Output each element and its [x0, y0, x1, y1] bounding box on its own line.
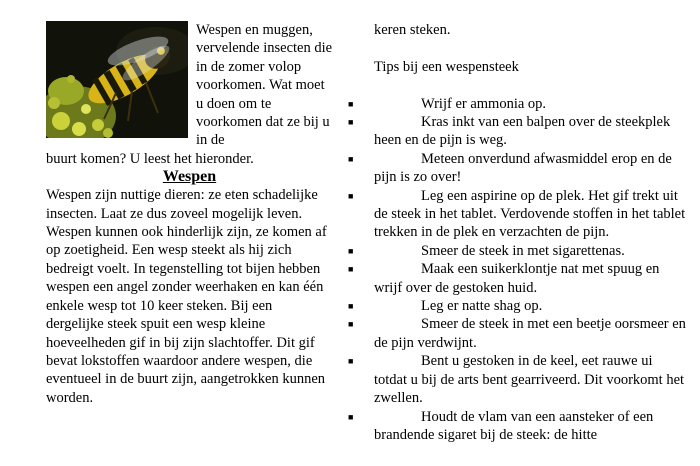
list-item — [348, 315, 688, 352]
list-item — [348, 260, 688, 297]
continuation-text: keren steken. — [374, 22, 451, 38]
left-column — [46, 21, 333, 407]
intro-text-end: buurt komen? U leest het hieronder. — [46, 150, 254, 167]
tip-text: Wrijf er ammonia op. — [421, 95, 547, 112]
tips-heading: Tips bij een wespensteek — [374, 58, 519, 75]
tip-text: Meteen onverdund afwasmiddel erop en de pijn is zo over! — [374, 150, 672, 186]
list-item — [348, 150, 688, 187]
list-item — [348, 113, 688, 150]
list-item — [348, 408, 688, 445]
tip-text: Smeer de steek in met een beetje oorsmeer en de pijn verdwijnt. — [374, 316, 686, 351]
tip-text: Leg een aspirine op de plek. Het gif trekt uit de steek in het tablet. Verdovende stoffen in het tablet trekken in de plek en verzachten de pijn. — [374, 187, 686, 241]
bullet-icon: ■ — [348, 117, 354, 127]
bullet-icon: ■ — [348, 190, 354, 201]
list-item — [348, 242, 688, 260]
tip-text: Bent u gestoken in de keel, eet rauwe ui totdat u bij de arts bent gearriveerd. Dit voorkomt het zwellen. — [374, 353, 685, 407]
right-column — [348, 21, 688, 444]
bullet-icon: ■ — [348, 301, 354, 312]
intro-text: Wespen en muggen, vervelende insecten die in de zomer volop voorkomen. Wat moet u doen om te voorkomen dat ze bij u in de — [196, 22, 333, 149]
list-item — [348, 352, 688, 407]
list-item — [348, 187, 688, 242]
bullet-icon: ■ — [348, 153, 354, 164]
bullet-icon: ■ — [348, 319, 354, 330]
list-item — [348, 95, 688, 113]
tips-list — [348, 95, 688, 445]
tip-text: Leg er natte shag op. — [421, 298, 543, 315]
bullet-icon: ■ — [348, 411, 354, 422]
wasp-photo — [46, 21, 188, 138]
bullet-icon: ■ — [348, 264, 354, 275]
bullet-icon: ■ — [348, 98, 354, 109]
section-heading: Wespen — [162, 168, 217, 186]
tip-text: Kras inkt van een balpen over de steekplek heen en de pijn is weg. — [374, 114, 671, 149]
list-item — [348, 297, 688, 315]
tip-text: Maak een suikerklontje nat met spuug en wrijf over de gestoken huid. — [374, 261, 660, 296]
bullet-icon: ■ — [348, 356, 354, 367]
article-body: Wespen zijn nuttige dieren: ze eten schadelijke insecten. Laat ze dus zoveel mogelijk leven. Wespen kunnen ook hinderlijk zijn, ze komen af op zoetigheid. Een wesp steekt als hij zich bedreigt voelt. In tegenstelling tot bijen hebben wespen een angel zonder weerhaken en kan één enkele wesp tot 10 keer steken. Bij een dergelijke steek spuit een wesp kleine hoeveelheden gif in bij zijn slachtoffer. Dit gif bevat lokstoffen waardoor andere wespen, die eventueel in de buurt zijn, aangetrokken kunnen worden. — [46, 187, 327, 406]
tip-text: Smeer de steek in met sigarettenas. — [421, 242, 625, 259]
tip-text: Houdt de vlam van een aansteker of een brandende sigaret bij de steek: de hitte — [374, 408, 654, 443]
bullet-icon: ■ — [348, 245, 354, 256]
